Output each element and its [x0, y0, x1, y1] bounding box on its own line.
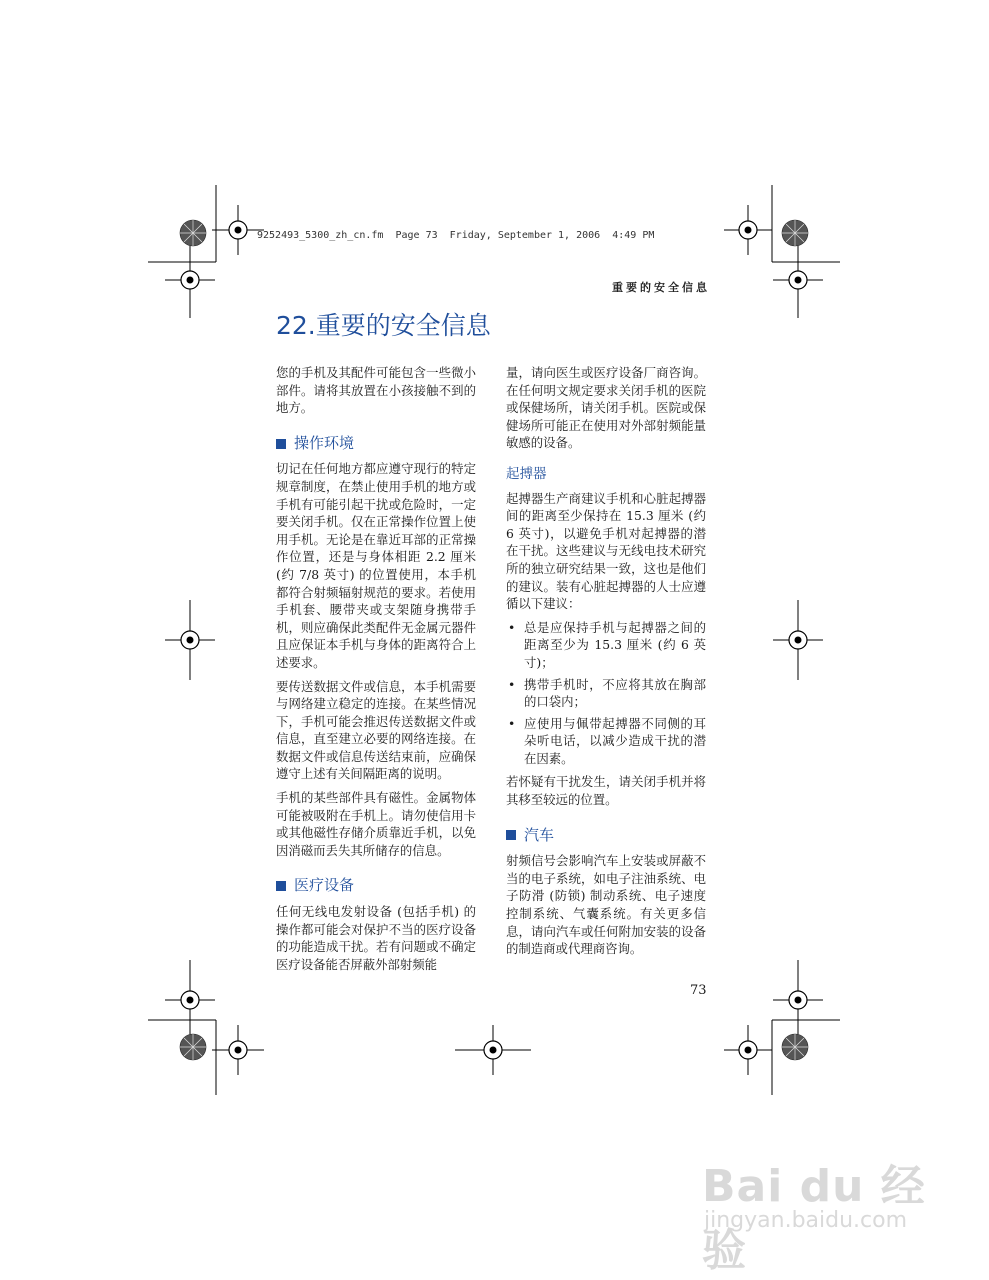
bullet-icon: •: [508, 715, 516, 731]
section-heading-operating-environment: [276, 435, 476, 453]
paragraph: 切记在任何地方都应遵守现行的特定规章制度，在禁止使用手机的地方或手机有可能引起干扰或危险时，一定要关闭手机。仅在正常操作位置上使用手机。无论是在靠近耳部的正常操作位置，还是与身体相距 2.2 厘米 (约 7/8 英寸) 的位置使用，本手机都符合射频辐射规范的要求。若使用手机套、腰带夹或支架随身携带手机，则应确保此类配件无金属元器件且应保证本手机与身体的距离符合上述要求。: [276, 461, 476, 670]
heading-square-icon: [276, 439, 286, 449]
paragraph: 手机的某些部件具有磁性。金属物体可能被吸附在手机上。请勿使信用卡或其他磁性存储介质靠近手机，以免因消磁而丢失其所储存的信息。: [276, 790, 476, 858]
paragraph: 起搏器生产商建议手机和心脏起搏器间的距离至少保持在 15.3 厘米 (约 6 英寸)，以避免手机对起搏器的潜在干扰。这些建议与无线电技术研究所的独立研究结果一致，这也是他们的建议。装有心脏起搏器的人士应遵循以下建议：: [506, 490, 706, 612]
page-number: 73: [690, 983, 707, 998]
paragraph: 射频信号会影响汽车上安装或屏蔽不当的电子系统，如电子注油系统、电子防滑 (防锁) 制动系统、电子速度控制系统、气囊系统。有关更多信息，请向汽车或任何附加安装的设备的制造商或代理商咨询。: [506, 853, 706, 957]
baidu-jingyan-logo: Bai du 经验: [702, 1161, 926, 1276]
file-info-header: 9252493_5300_zh_cn.fm Page 73 Friday, September 1, 2006 4:49 PM: [257, 230, 655, 241]
section-title: 医疗设备: [294, 876, 355, 895]
section-title: 操作环境: [294, 433, 355, 452]
section-title: 汽车: [524, 825, 555, 844]
paragraph: 若怀疑有干扰发生，请关闭手机并将其移至较远的位置。: [506, 774, 706, 808]
heading-square-icon: [276, 881, 286, 891]
list-item: [506, 676, 706, 711]
list-item: [506, 619, 706, 672]
bullet-list: [506, 619, 706, 768]
intro-paragraph: 您的手机及其配件可能包含一些微小部件。请将其放置在小孩接触不到的地方。: [276, 365, 476, 416]
list-item-text: 总是应保持手机与起搏器之间的距离至少为 15.3 厘米 (约 6 英寸)；: [524, 619, 706, 670]
left-column: [276, 364, 476, 979]
heading-square-icon: [506, 830, 516, 840]
list-item: [506, 715, 706, 768]
paragraph: 要传送数据文件或信息，本手机需要与网络建立稳定的连接。在某些情况下，手机可能会推迟传送数据文件或信息，直至建立必要的网络连接。在数据文件或信息传送结束前，应确保遵守上述有关间隔距离的说明。: [276, 678, 476, 782]
list-item-text: 携带手机时，不应将其放在胸部的口袋内；: [524, 676, 706, 710]
watermark: [700, 1150, 940, 1276]
right-column: [506, 364, 706, 964]
paragraph: 量，请向医生或医疗设备厂商咨询。在任何明文规定要求关闭手机的医院或保健场所，请关闭手机。医院或保健场所可能正在使用对外部射频能量敏感的设备。: [506, 365, 706, 451]
bullet-icon: •: [508, 676, 516, 692]
list-item-text: 应使用与佩带起搏器不同侧的耳朵听电话，以减少造成干扰的潜在因素。: [524, 715, 706, 766]
section-heading-vehicles: [506, 827, 706, 845]
watermark-url: jingyan.baidu.com: [704, 1208, 908, 1233]
paragraph: 任何无线电发射设备 (包括手机) 的操作都可能会对保护不当的医疗设备的功能造成干扰。若有问题或不确定医疗设备能否屏蔽外部射频能: [276, 904, 476, 972]
section-heading-medical-devices: [276, 877, 476, 895]
chapter-title: 22.重要的安全信息: [276, 311, 491, 340]
bullet-icon: •: [508, 619, 516, 635]
subsection-heading-pacemakers: 起搏器: [506, 465, 547, 482]
running-head: 重要的安全信息: [612, 281, 710, 294]
